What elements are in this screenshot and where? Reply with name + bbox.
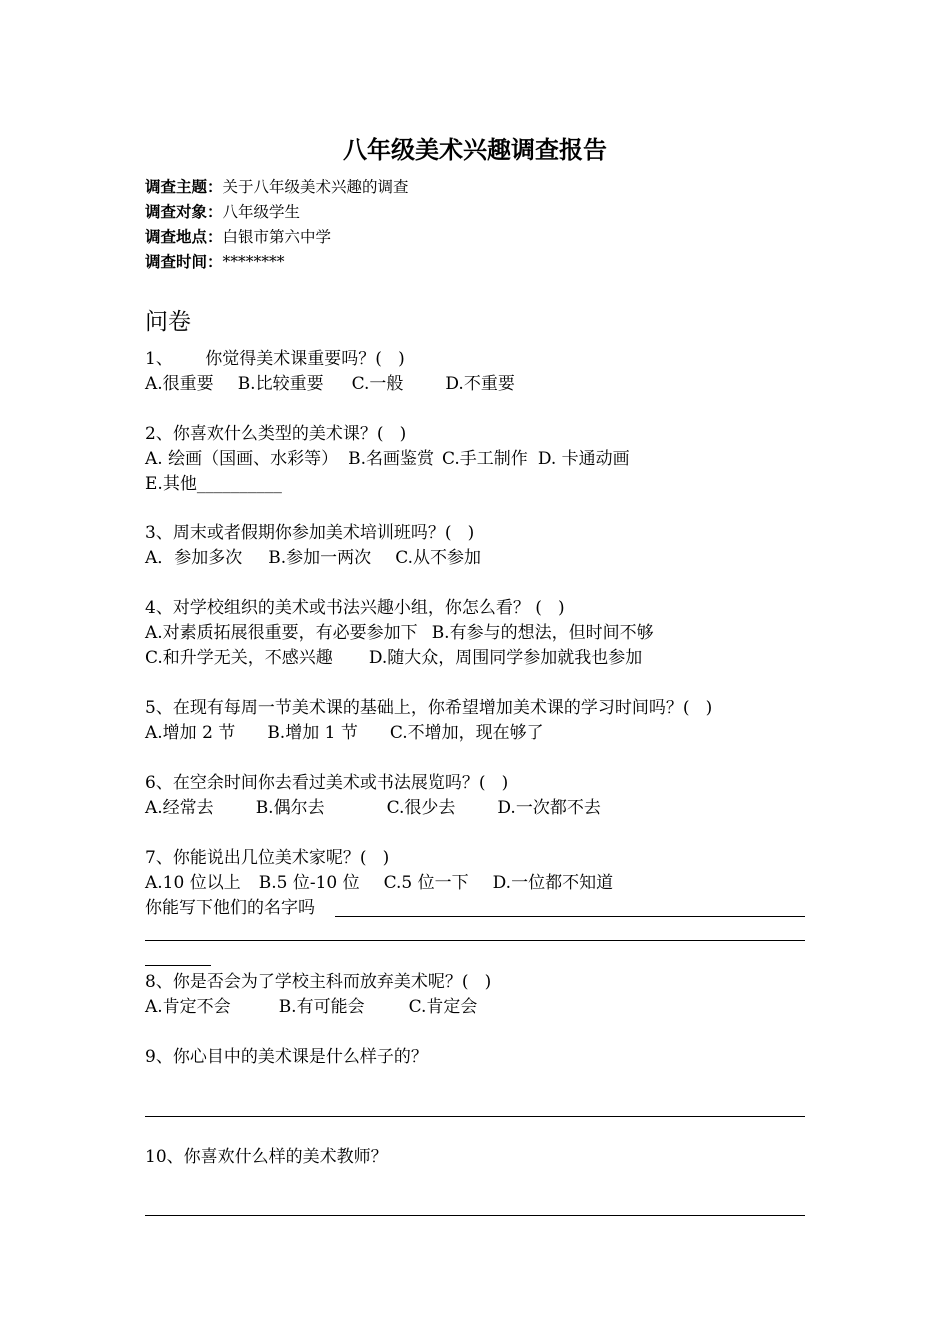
option: D. 卡通动画: [537, 449, 630, 469]
answer-line[interactable]: [145, 1215, 805, 1216]
option: C.不增加，现在够了: [389, 723, 544, 743]
meta-time-label: 调查时间：: [145, 253, 223, 271]
question-2: 2、你喜欢什么类型的美术课？( ): [145, 424, 407, 444]
meta-subject-value: 八年级学生: [222, 203, 301, 221]
option: D.随大众，周围同学参加就我也参加: [368, 648, 643, 668]
meta-topic-value: 关于八年级美术兴趣的调查: [222, 178, 409, 196]
option: C.很少去: [386, 798, 456, 818]
option: D.不重要: [445, 374, 515, 394]
option: B.名画鉴赏: [348, 449, 434, 469]
question-3-options: [145, 546, 481, 570]
question-1-options: [145, 372, 515, 396]
option: B.有可能会: [278, 997, 365, 1017]
answer-line[interactable]: [335, 916, 805, 917]
option: A.10 位以上: [145, 873, 241, 893]
option: B.增加 1 节: [267, 723, 358, 743]
answer-line[interactable]: [145, 1116, 805, 1117]
option: A.经常去: [145, 798, 214, 818]
option: C.5 位一下: [383, 873, 469, 893]
option: A.肯定不会: [145, 997, 231, 1017]
meta-topic-label: 调查主题：: [145, 178, 223, 196]
question-3: 3、周末或者假期你参加美术培训班吗？( ): [145, 523, 475, 543]
option: B.有参与的想法，但时间不够: [431, 623, 654, 643]
meta-location-label: 调查地点：: [145, 228, 223, 246]
option: A．参加多次: [145, 548, 243, 568]
question-7: 7、你能说出几位美术家呢？( ): [145, 848, 390, 868]
question-2-other: E.其他__________: [145, 474, 282, 494]
question-7-options: [145, 871, 613, 895]
option: C.手工制作: [442, 449, 528, 469]
meta-time: [145, 251, 285, 273]
question-4: 4、对学校组织的美术或书法兴趣小组，你怎么看？ ( ): [145, 598, 565, 618]
question-7-names-prompt: 你能写下他们的名字吗: [145, 898, 315, 918]
question-9: 9、你心目中的美术课是什么样子的？: [145, 1047, 428, 1067]
meta-time-value: ********: [222, 253, 285, 271]
section-heading: 问卷: [145, 309, 191, 335]
option: D.一次都不去: [497, 798, 601, 818]
option: A.对素质拓展很重要，有必要参加下: [145, 623, 418, 643]
answer-line[interactable]: [145, 940, 805, 941]
question-8-options: [145, 995, 477, 1019]
option: A.很重要: [145, 374, 214, 394]
answer-line[interactable]: [145, 965, 211, 966]
question-4-options: [145, 621, 654, 645]
option: C.和升学无关，不感兴趣: [145, 648, 333, 668]
option: D.一位都不知道: [492, 873, 614, 893]
option: B.5 位-10 位: [258, 873, 360, 893]
option: A.增加 2 节: [145, 723, 236, 743]
meta-location: [145, 226, 331, 248]
option: A. 绘画（国画、水彩等）: [145, 449, 339, 469]
meta-subject-label: 调查对象：: [145, 203, 223, 221]
question-4-options-row2: [145, 646, 642, 670]
question-2-options: [145, 447, 630, 471]
question-6-options: [145, 796, 601, 820]
option: C.一般: [351, 374, 404, 394]
question-5: 5、在现有每周一节美术课的基础上，你希望增加美术课的学习时间吗？( ): [145, 698, 713, 718]
document-title: 八年级美术兴趣调查报告: [343, 136, 607, 164]
option: B.比较重要: [237, 374, 324, 394]
option: C.从不参加: [395, 548, 481, 568]
option: B.参加一两次: [268, 548, 372, 568]
meta-location-value: 白银市第六中学: [222, 228, 332, 246]
question-6: 6、在空余时间你去看过美术或书法展览吗？( ): [145, 773, 509, 793]
question-1: 1、 你觉得美术课重要吗？( ): [145, 349, 405, 369]
question-8: 8、你是否会为了学校主科而放弃美术呢？( ): [145, 972, 492, 992]
question-5-options: [145, 721, 544, 745]
option: B.偶尔去: [255, 798, 325, 818]
question-10: 10、你喜欢什么样的美术教师？: [145, 1147, 388, 1167]
option: C.肯定会: [408, 997, 478, 1017]
meta-subject: [145, 201, 300, 223]
meta-topic: [145, 176, 409, 198]
